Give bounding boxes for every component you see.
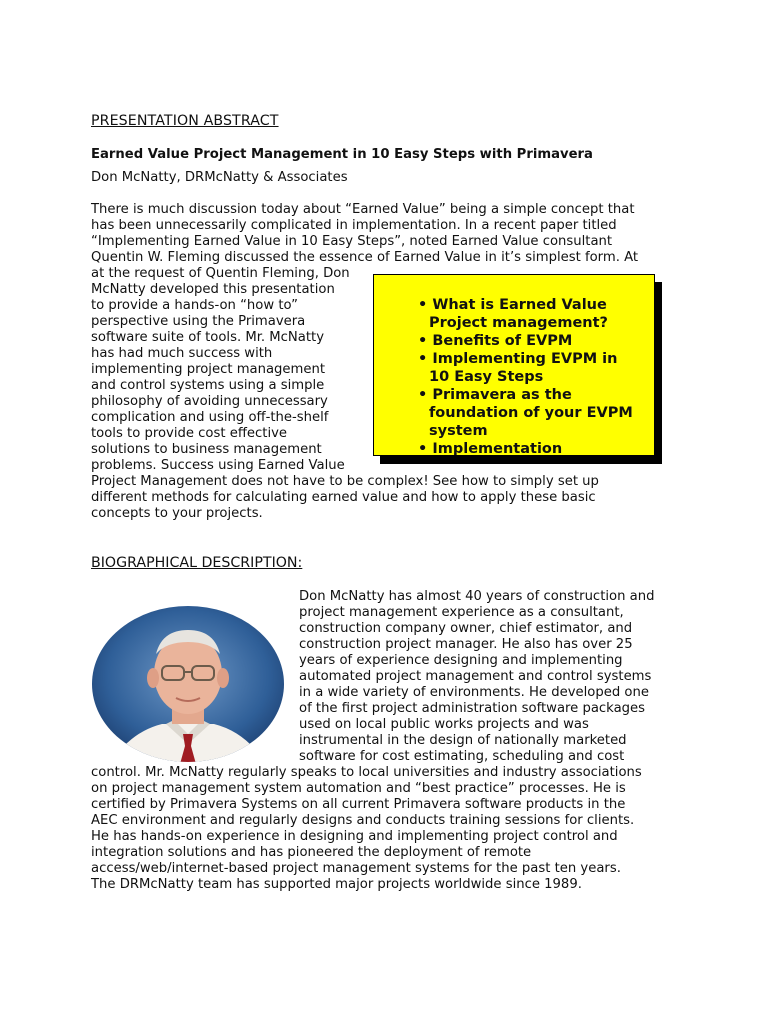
bio-line: AEC environment and regularly designs and conducts training sessions for clients.	[91, 813, 635, 828]
abstract-line: problems. Success using Earned Value	[91, 458, 345, 473]
bio-line: years of experience designing and implementing	[299, 653, 623, 668]
bio-line: in a wide variety of environments. He developed one	[299, 685, 649, 700]
abstract-line: implementing project management	[91, 362, 326, 377]
bullet-icon: •	[418, 387, 428, 403]
abstract-line: and control systems using a simple	[91, 378, 325, 393]
abstract-line: philosophy of avoiding unnecessary	[91, 394, 328, 409]
abstract-line: “Implementing Earned Value in 10 Easy Steps”, noted Earned Value consultant	[91, 234, 613, 249]
abstract-line: Quentin W. Fleming discussed the essence of Earned Value in it’s simplest form. At	[91, 250, 639, 265]
topics-callout-box	[373, 274, 655, 456]
abstract-line: solutions to business management	[91, 442, 322, 457]
bullet-icon: •	[418, 351, 428, 367]
bio-line: The DRMcNatty team has supported major projects worldwide since 1989.	[91, 877, 582, 892]
abstract-line: There is much discussion today about “Earned Value” being a simple concept that	[91, 202, 635, 217]
abstract-line: tools to provide cost effective	[91, 426, 288, 441]
bio-line: control. Mr. McNatty regularly speaks to local universities and industry associations	[91, 765, 642, 780]
bio-line: project management experience as a consultant,	[299, 605, 624, 620]
topic-item: • Implementing EVPM in 10 Easy Steps	[418, 351, 618, 385]
abstract-line: concepts to your projects.	[91, 506, 263, 521]
abstract-line: perspective using the Primavera	[91, 314, 306, 329]
bullet-icon: •	[418, 297, 428, 313]
bio-heading: BIOGRAPHICAL DESCRIPTION:	[91, 555, 303, 571]
bio-line: integration solutions and has pioneered the deployment of remote	[91, 845, 532, 860]
presentation-title: Earned Value Project Management in 10 Easy Steps with Primavera	[91, 147, 593, 162]
topic-item: • Implementation	[418, 441, 563, 456]
topic-item: • What is Earned Value Project management?	[418, 297, 608, 331]
bio-line: automated project management and control systems	[299, 669, 652, 684]
topics-list	[374, 275, 654, 456]
abstract-line: Project Management does not have to be complex! See how to simply set up	[91, 474, 599, 489]
abstract-line: software suite of tools. Mr. McNatty	[91, 330, 325, 345]
author-portrait	[90, 604, 286, 764]
bio-line: access/web/internet-based project management systems for the past ten years.	[91, 861, 621, 876]
abstract-line: has been unnecessarily complicated in implementation. In a recent paper titled	[91, 218, 617, 233]
bullet-icon: •	[418, 441, 428, 456]
bio-line: construction project manager. He also has over 25	[299, 637, 633, 652]
abstract-line: complication and using off-the-shelf	[91, 410, 329, 425]
bio-line: used on local public works projects and was	[299, 717, 589, 732]
abstract-line: different methods for calculating earned value and how to apply these basic	[91, 490, 596, 505]
bio-line: instrumental in the design of nationally marketed	[299, 733, 627, 748]
abstract-heading: PRESENTATION ABSTRACT	[91, 113, 279, 129]
bio-line: He has hands-on experience in designing and implementing project control and	[91, 829, 618, 844]
topic-item: • Primavera as the foundation of your EVPM system	[418, 387, 633, 439]
bio-line: on project management system automation and “best practice” processes. He is	[91, 781, 626, 796]
bio-line: software for cost estimating, scheduling and cost	[299, 749, 625, 764]
abstract-line: McNatty developed this presentation	[91, 282, 335, 297]
bio-line: certified by Primavera Systems on all current Primavera software products in the	[91, 797, 626, 812]
abstract-line: to provide a hands-on “how to”	[91, 298, 298, 313]
bio-line: construction company owner, chief estimator, and	[299, 621, 633, 636]
bio-line: of the first project administration software packages	[299, 701, 646, 716]
abstract-line: at the request of Quentin Fleming, Don	[91, 266, 350, 281]
abstract-line: has had much success with	[91, 346, 273, 361]
topic-item: • Benefits of EVPM	[418, 333, 573, 349]
bio-line: Don McNatty has almost 40 years of construction and	[299, 589, 655, 604]
author-line: Don McNatty, DRMcNatty & Associates	[91, 170, 348, 185]
bullet-icon: •	[418, 333, 428, 349]
